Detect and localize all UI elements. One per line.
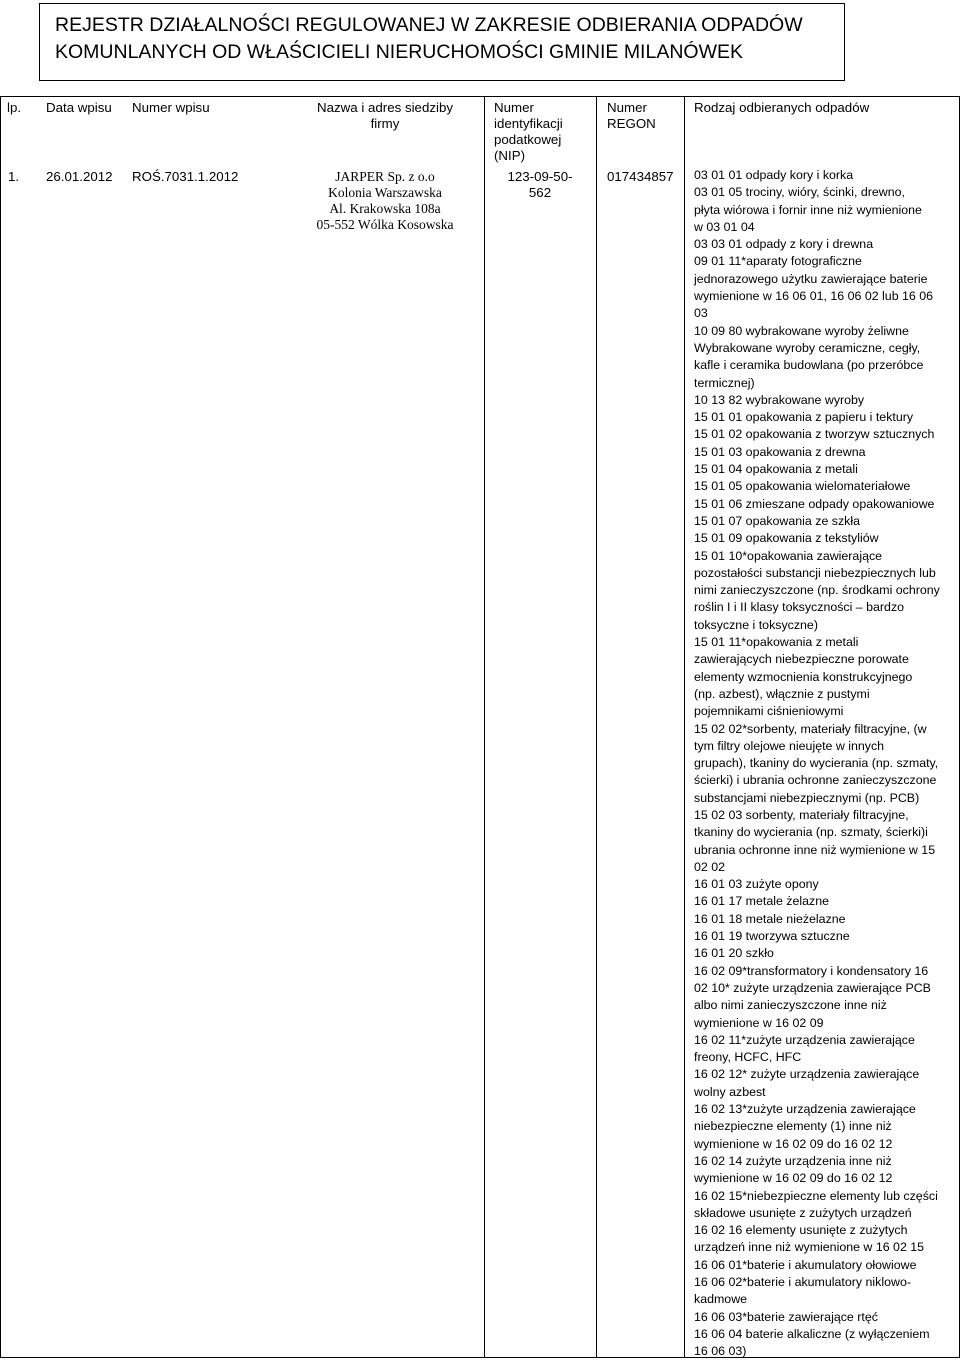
waste-line: urządzeń inne niż wymienione w 16 02 15	[694, 1240, 925, 1255]
header-nip	[494, 100, 563, 164]
waste-line: 16 06 03)	[694, 1344, 747, 1359]
waste-line: 16 02 16 elementy usunięte z zużytych	[694, 1223, 908, 1238]
register-title-line-1: REJESTR DZIAŁALNOŚCI REGULOWANEJ W ZAKRESIE ODBIERANIA ODPADÓW	[55, 14, 803, 36]
waste-line: 16 02 15*niebezpieczne elementy lub części	[694, 1188, 938, 1203]
register-title-line-2: KOMUNLANYCH OD WŁAŚCICIELI NIERUCHOMOŚCI GMINIE MILANÓWEK	[55, 41, 743, 63]
row-nazwa-adres	[315, 169, 455, 233]
row-regon: 017434857	[607, 169, 674, 184]
table-border-top	[0, 96, 960, 97]
header-rodzaj-odpadow: Rodzaj odbieranych odpadów	[694, 100, 870, 115]
header-lp: lp.	[7, 100, 22, 115]
waste-line: 16 01 20 szkło	[694, 946, 774, 961]
waste-line: 15 01 07 opakowania ze szkła	[694, 513, 861, 528]
waste-line: 15 02 02*sorbenty, materiały filtracyjne, (w	[694, 721, 927, 736]
header-nip-line-1: Numer	[494, 100, 534, 115]
row-lp: 1.	[8, 169, 20, 184]
waste-line: termicznej)	[694, 375, 755, 390]
register-table	[0, 96, 960, 1358]
waste-line: 15 01 09 opakowania z tekstyliów	[694, 531, 879, 546]
waste-line: 15 01 05 opakowania wielomateriałowe	[694, 479, 911, 494]
row-numer-wpisu: ROŚ.7031.1.2012	[132, 169, 239, 184]
waste-line: ścierki) i ubrania ochronne zanieczyszczone	[694, 773, 937, 788]
waste-line: tym filtry olejowe nieujęte w innych	[694, 738, 885, 753]
waste-line: nimi zanieczyszczone (np. środkami ochrony	[694, 583, 940, 598]
waste-line: 15 02 03 sorbenty, materiały filtracyjne,	[694, 807, 909, 822]
waste-line: 16 01 17 metale żelazne	[694, 894, 830, 909]
waste-line: 16 02 13*zużyte urządzenia zawierające	[694, 1102, 916, 1117]
waste-line: 16 06 02*baterie i akumulatory niklowo-	[694, 1275, 911, 1289]
table-border-left	[0, 96, 1, 1358]
header-nip-line-2: identyfikacji	[494, 116, 563, 131]
waste-line: 02 02	[694, 859, 726, 874]
waste-line: 03 01 01 odpady kory i korka	[694, 168, 854, 182]
waste-line: toksyczne i toksyczne)	[694, 617, 818, 632]
waste-line: roślin I i II klasy toksyczności – bardzo	[694, 600, 905, 615]
waste-line: jednorazowego użytku zawierające baterie	[694, 271, 928, 286]
waste-line: 15 01 06 zmieszane odpady opakowaniowe	[694, 496, 935, 511]
column-divider-nip	[484, 96, 485, 1358]
row-nazwa-line-2: Kolonia Warszawska	[328, 185, 442, 200]
waste-line: tkaniny do wycierania (np. szmaty, ścierki)i	[694, 825, 928, 840]
waste-line: 16 02 09*transformatory i kondensatory 16	[694, 963, 929, 978]
waste-line: niebezpieczne elementy (1) inne niż	[694, 1119, 892, 1134]
waste-line: 16 02 11*zużyte urządzenia zawierające	[694, 1032, 915, 1047]
header-nip-line-3: podatkowej	[494, 132, 562, 147]
waste-line: kafle i ceramika budowlana (po przeróbce	[694, 358, 924, 373]
waste-line: 15 01 11*opakowania z metali	[694, 635, 859, 650]
header-nip-line-4: (NIP)	[494, 148, 526, 163]
waste-line: (np. azbest), włącznie z pustymi	[694, 686, 870, 701]
waste-line: 16 01 18 metale nieżelazne	[694, 911, 846, 926]
waste-list	[694, 167, 954, 1360]
waste-line: 10 13 82 wybrakowane wyroby	[694, 392, 865, 407]
waste-line: ubrania ochronne inne niż wymienione w 15	[694, 842, 936, 857]
waste-line: 10 09 80 wybrakowane wyroby żeliwne	[694, 323, 909, 338]
waste-line: 15 01 04 opakowania z metali	[694, 462, 858, 477]
waste-line: 16 01 19 tworzywa sztuczne	[694, 929, 850, 944]
header-nazwa	[305, 100, 465, 132]
waste-line: 16 01 03 zużyte opony	[694, 877, 819, 892]
waste-line: 15 01 03 opakowania z drewna	[694, 444, 866, 459]
column-divider-waste	[684, 96, 685, 1358]
header-nazwa-line-2: firmy	[370, 116, 400, 131]
column-divider-regon	[596, 96, 597, 1358]
waste-line: 16 06 03*baterie zawierające rtęć	[694, 1309, 878, 1324]
row-nazwa-line-3: Al. Krakowska 108a	[329, 201, 441, 216]
waste-line: freony, HCFC, HFC	[694, 1050, 802, 1065]
waste-line: 16 02 12* zużyte urządzenia zawierające	[694, 1067, 920, 1082]
waste-line: pojemnikami ciśnieniowymi	[694, 704, 844, 719]
row-nazwa-line-1: JARPER Sp. z o.o	[335, 169, 435, 184]
header-nazwa-line-1: Nazwa i adres siedziby	[317, 100, 453, 115]
waste-line: kadmowe	[694, 1292, 748, 1307]
header-regon-line-2: REGON	[607, 116, 656, 131]
waste-line: zawierających niebezpieczne porowate	[694, 652, 909, 667]
waste-line: 15 01 01 opakowania z papieru i tektury	[694, 410, 914, 425]
waste-line: wymienione w 16 02 09	[694, 1015, 824, 1030]
waste-line: 16 02 14 zużyte urządzenia inne niż	[694, 1153, 892, 1168]
waste-line: 03 03 01 odpady z kory i drewna	[694, 237, 874, 252]
waste-line: wymienione w 16 02 09 do 16 02 12	[694, 1136, 893, 1151]
waste-line: 02 10* zużyte urządzenia zawierające PCB	[694, 980, 931, 995]
waste-line: składowe usunięte z zużytych urządzeń	[694, 1205, 912, 1220]
waste-line: substancjami niebezpiecznymi (np. PCB)	[694, 790, 920, 805]
header-numer-wpisu: Numer wpisu	[132, 100, 210, 115]
row-nip-line-2: 562	[528, 185, 552, 200]
waste-line: 16 06 01*baterie i akumulatory ołowiowe	[694, 1257, 917, 1272]
row-data-wpisu: 26.01.2012	[46, 169, 113, 184]
waste-line: pozostałości substancji niebezpiecznych lub	[694, 565, 936, 580]
waste-line: wolny azbest	[694, 1084, 766, 1099]
waste-line: grupach), tkaniny do wycierania (np. szmaty,	[694, 756, 939, 771]
waste-line: albo nimi zanieczyszczone inne niż	[694, 998, 887, 1013]
waste-line: elementy wzmocnienia konstrukcyjnego	[694, 669, 913, 684]
waste-line: Wybrakowane wyroby ceramiczne, cegły,	[694, 340, 921, 355]
waste-line: 15 01 10*opakowania zawierające	[694, 548, 883, 563]
waste-line: płyta wiórowa i fornir inne niż wymienione	[694, 202, 922, 217]
waste-line: 15 01 02 opakowania z tworzyw sztucznych	[694, 427, 935, 442]
waste-line: wymienione w 16 06 01, 16 06 02 lub 16 06	[694, 289, 934, 304]
row-nip-line-1: 123-09-50-	[507, 169, 573, 184]
row-nip	[490, 169, 590, 201]
waste-line: 03	[694, 306, 708, 321]
header-regon-line-1: Numer	[607, 100, 647, 115]
waste-line: 16 06 04 baterie alkaliczne (z wyłączeniem	[694, 1326, 930, 1341]
waste-line: 03 01 05 trociny, wióry, ścinki, drewno,	[694, 185, 905, 200]
waste-line: wymienione w 16 02 09 do 16 02 12	[694, 1171, 893, 1186]
register-title-box	[39, 3, 845, 81]
row-nazwa-line-4: 05-552 Wólka Kosowska	[316, 217, 454, 232]
waste-line: w 03 01 04	[694, 219, 755, 234]
header-data-wpisu: Data wpisu	[46, 100, 112, 115]
header-regon	[607, 100, 656, 132]
waste-line: 09 01 11*aparaty fotograficzne	[694, 254, 862, 269]
